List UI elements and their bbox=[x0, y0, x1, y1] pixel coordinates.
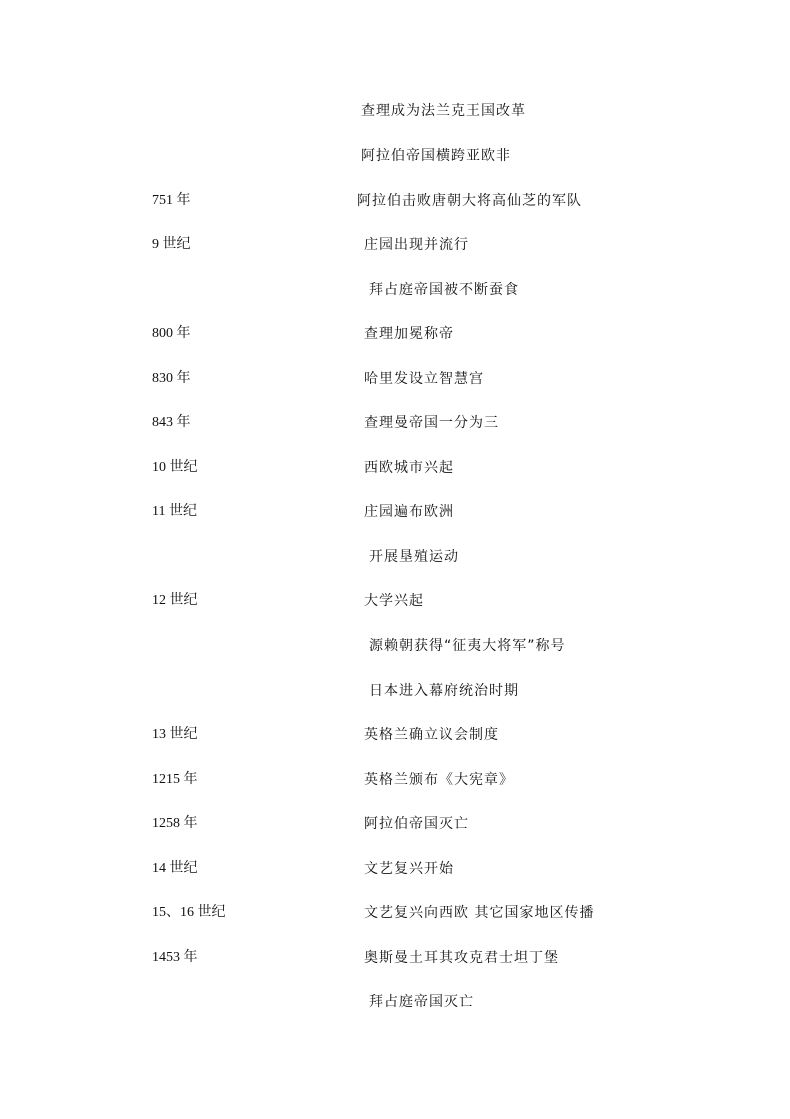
timeline-event: 奥斯曼土耳其攻克君士坦丁堡 bbox=[364, 950, 559, 966]
timeline-event: 哈里发设立智慧宫 bbox=[364, 371, 484, 387]
timeline-date: 11 世纪 bbox=[152, 504, 197, 519]
timeline-row bbox=[0, 500, 790, 524]
timeline-date: 843 年 bbox=[152, 415, 191, 430]
timeline-row bbox=[0, 278, 790, 302]
timeline-event: 查理成为法兰克王国改革 bbox=[361, 103, 526, 119]
timeline-row bbox=[0, 946, 790, 970]
timeline-row bbox=[0, 634, 790, 658]
timeline-event: 查理加冕称帝 bbox=[364, 326, 454, 342]
timeline-date: 751 年 bbox=[152, 193, 191, 208]
timeline-row bbox=[0, 990, 790, 1014]
timeline-event: 源赖朝获得“征夷大将军”称号 bbox=[369, 638, 566, 654]
timeline-event: 阿拉伯击败唐朝大将高仙芝的军队 bbox=[357, 193, 582, 209]
timeline-date: 10 世纪 bbox=[152, 460, 198, 475]
timeline-row bbox=[0, 901, 790, 925]
timeline-row bbox=[0, 411, 790, 435]
timeline-row bbox=[0, 589, 790, 613]
timeline-row bbox=[0, 367, 790, 391]
timeline-row bbox=[0, 812, 790, 836]
timeline-event: 日本进入幕府统治时期 bbox=[369, 683, 519, 699]
timeline-date: 1258 年 bbox=[152, 816, 198, 831]
timeline-row bbox=[0, 456, 790, 480]
timeline-event: 查理曼帝国一分为三 bbox=[364, 415, 499, 431]
timeline-event: 拜占庭帝国灭亡 bbox=[369, 994, 474, 1010]
timeline-row bbox=[0, 545, 790, 569]
timeline-date: 1215 年 bbox=[152, 772, 198, 787]
timeline-row bbox=[0, 99, 790, 123]
timeline-event: 阿拉伯帝国灭亡 bbox=[364, 816, 469, 832]
timeline-date: 13 世纪 bbox=[152, 727, 198, 742]
timeline-row bbox=[0, 189, 790, 213]
timeline-event: 西欧城市兴起 bbox=[364, 460, 454, 476]
timeline-event: 大学兴起 bbox=[364, 593, 424, 609]
timeline-event: 阿拉伯帝国横跨亚欧非 bbox=[361, 148, 511, 164]
timeline-event: 庄园出现并流行 bbox=[364, 237, 469, 253]
timeline-event: 英格兰颁布《大宪章》 bbox=[364, 772, 514, 788]
timeline-event: 文艺复兴向西欧 其它国家地区传播 bbox=[364, 905, 595, 921]
timeline-event: 文艺复兴开始 bbox=[364, 861, 454, 877]
timeline-event: 庄园遍布欧洲 bbox=[364, 504, 454, 520]
timeline-row bbox=[0, 679, 790, 703]
timeline-row bbox=[0, 322, 790, 346]
timeline-event: 开展垦殖运动 bbox=[369, 549, 459, 565]
timeline-date: 800 年 bbox=[152, 326, 191, 341]
timeline-date: 12 世纪 bbox=[152, 593, 198, 608]
timeline-row bbox=[0, 233, 790, 257]
timeline-event: 拜占庭帝国被不断蚕食 bbox=[369, 282, 519, 298]
timeline-date: 9 世纪 bbox=[152, 237, 191, 252]
timeline-date: 14 世纪 bbox=[152, 861, 198, 876]
timeline-event: 英格兰确立议会制度 bbox=[364, 727, 499, 743]
timeline-date: 830 年 bbox=[152, 371, 191, 386]
timeline-row bbox=[0, 144, 790, 168]
timeline-date: 15、16 世纪 bbox=[152, 905, 226, 920]
timeline-date: 1453 年 bbox=[152, 950, 198, 965]
timeline-row bbox=[0, 723, 790, 747]
timeline-row bbox=[0, 768, 790, 792]
timeline-row bbox=[0, 857, 790, 881]
